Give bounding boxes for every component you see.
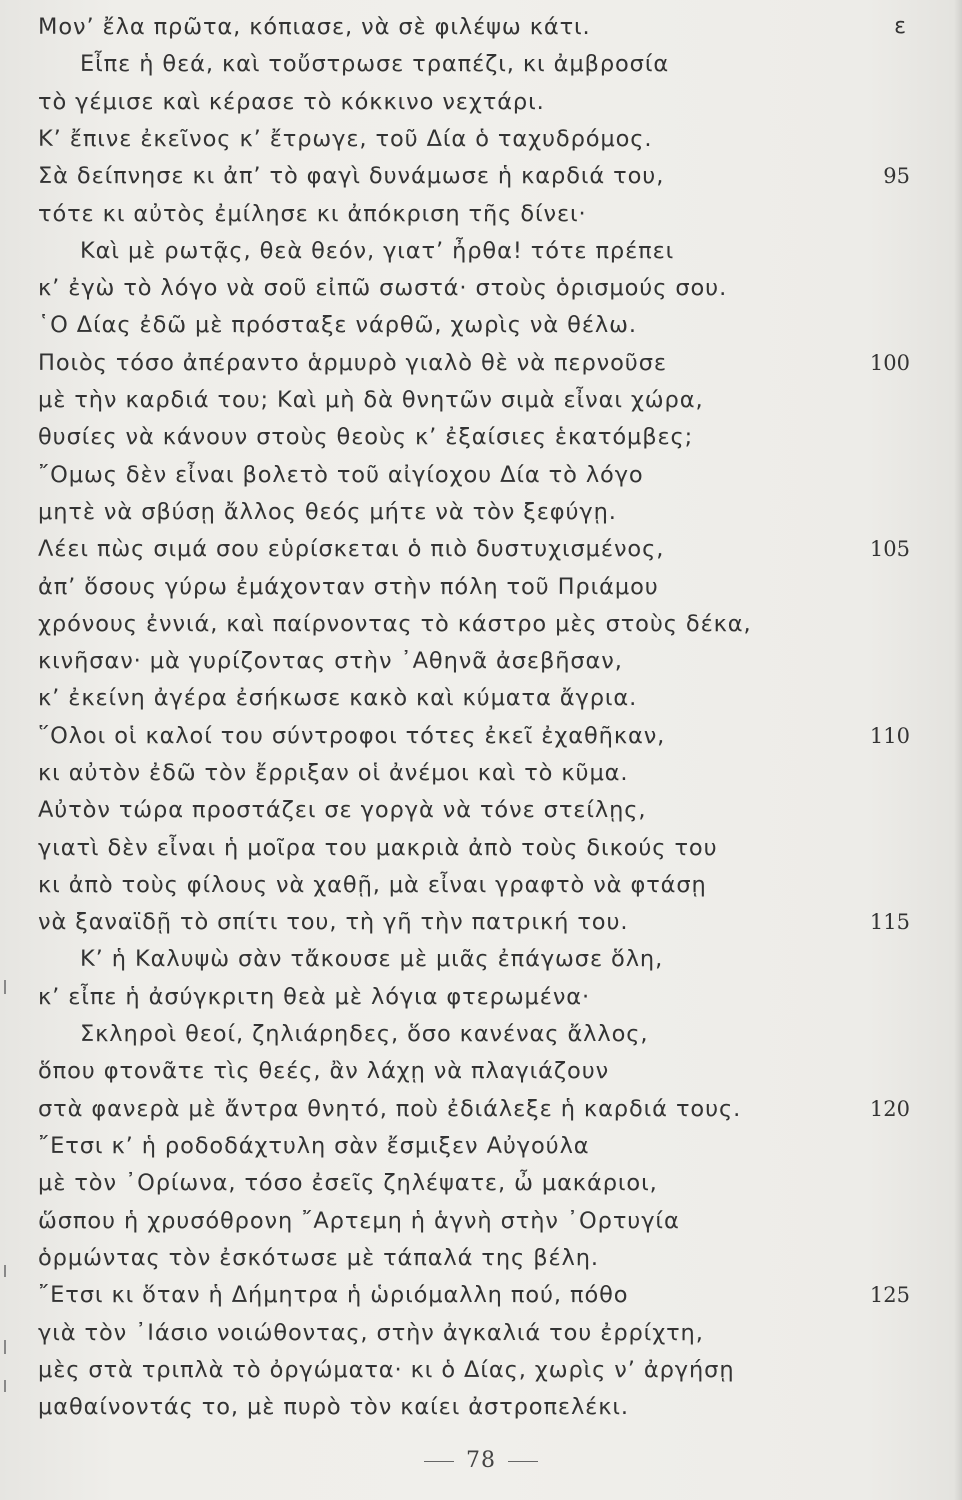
poem-line: μὲ τὸν ᾿Ορίωνα, τόσο ἐσεῖς ζηλέψατε, ὦ μακάριοι, [38, 1170, 658, 1196]
line-number: 115 [869, 910, 910, 934]
poem-line: χρόνους ἐννιά, καὶ παίρνοντας τὸ κάστρο μὲς στοὺς δέκα, [38, 611, 752, 637]
margin-mark [4, 1380, 6, 1392]
poem-line: Αὐτὸν τώρα προστάζει σε γοργὰ νὰ τόνε στείλῃς, [38, 797, 647, 823]
poem-line: κ’ εἶπε ἡ ἀσύγκριτη θεὰ μὲ λόγια φτερωμένα· [38, 984, 591, 1010]
poem-line: θυσίες νὰ κάνουν στοὺς θεοὺς κ’ ἐξαίσιες ἑκατόμβες; [38, 424, 694, 450]
poem-line: Εἶπε ἡ θεά, καὶ τοὔστρωσε τραπέζι, κι ἀμβροσία [80, 51, 670, 77]
line-number: 100 [869, 351, 910, 375]
poem-line: μητὲ νὰ σβύσῃ ἄλλος θεός μήτε νὰ τὸν ξεφύγῃ. [38, 499, 617, 525]
poem-line: ὥσπου ἡ χρυσόθρονη ῎Αρτεμη ἡ ἁγνὴ στὴν ᾿Ορτυγία [38, 1208, 680, 1234]
folio-number: 78 [466, 1448, 496, 1473]
poem-line: κι ἀπὸ τοὺς φίλους νὰ χαθῇ, μὰ εἶναι γραφτὸ νὰ φτάσῃ [38, 872, 707, 898]
folio-dash-right [508, 1461, 538, 1462]
line-number: 105 [869, 537, 910, 561]
poem-line: Μον’ ἔλα πρῶτα, κόπιασε, νὰ σὲ φιλέψω κάτι. [38, 14, 591, 40]
folio-dash-left [424, 1461, 454, 1462]
poem-line: ῞Ολοι οἱ καλοί του σύντροφοι τότες ἐκεῖ ἐχαθῆκαν, [38, 723, 666, 749]
poem-line: μὲ τὴν καρδιά του; Καὶ μὴ δὰ θνητῶν σιμὰ εἶναι χώρα, [38, 387, 704, 413]
poem-line: κι αὐτὸν ἐδῶ τὸν ἔρριξαν οἱ ἀνέμοι καὶ τὸ κῦμα. [38, 760, 629, 786]
poem-line: Κ’ ἡ Καλυψὼ σὰν τἄκουσε μὲ μιᾶς ἐπάγωσε ὅλη, [80, 946, 664, 972]
poem-line: στὰ φανερὰ μὲ ἄντρα θνητό, ποὺ ἐδιάλεξε ἡ καρδιά τους. [38, 1096, 742, 1122]
poem-line: ἀπ’ ὅσους γύρω ἐμάχονταν στὴν πόλη τοῦ Πριάμου [38, 574, 659, 600]
line-number: 125 [869, 1283, 910, 1307]
poem-line: μαθαίνοντάς το, μὲ πυρὸ τὸν καίει ἀστροπελέκι. [38, 1394, 629, 1420]
poem-line: Σὰ δείπνησε κι ἀπ’ τὸ φαγὶ δυνάμωσε ἡ καρδιά του, [38, 163, 665, 189]
poem-line: μὲς στὰ τριπλὰ τὸ ὀργώματα· κι ὁ Δίας, χωρὶς ν’ ἀργήσῃ [38, 1357, 735, 1383]
page-number [0, 1448, 962, 1473]
corner-mark: ε [894, 14, 906, 39]
poem-line: γιατὶ δὲν εἶναι ἡ μοῖρα του μακριὰ ἀπὸ τοὺς δικούς του [38, 835, 718, 861]
line-number: 120 [869, 1097, 910, 1121]
poem-line: ῎Ετσι κ’ ἡ ροδοδάχτυλη σὰν ἔσμιξεν Αὐγούλα [38, 1133, 590, 1159]
poem-line: ῾Ο Δίας ἐδῶ μὲ πρόσταξε νάρθῶ, χωρὶς νὰ θέλω. [38, 312, 637, 338]
poem-line: τότε κι αὐτὸς ἐμίλησε κι ἀπόκριση τῆς δίνει· [38, 201, 587, 227]
poem-line: Κ’ ἔπινε ἐκεῖνος κ’ ἔτρωγε, τοῦ Δία ὁ ταχυδρόμος. [38, 126, 653, 152]
poem-line: κινῆσαν· μὰ γυρίζοντας στὴν ᾿Αθηνᾶ ἀσεβῆσαν, [38, 648, 623, 674]
poem-line: ῎Ετσι κι ὅταν ἡ Δήμητρα ἡ ὡριόμαλλη πού, πόθο [38, 1282, 629, 1308]
margin-mark [4, 1265, 6, 1277]
line-number: 110 [869, 724, 910, 748]
line-number: 95 [883, 164, 910, 188]
poem-line: γιὰ τὸν ᾿Ιάσιο νοιώθοντας, στὴν ἀγκαλιά του ἐρρίχτη, [38, 1320, 704, 1346]
margin-mark [4, 980, 6, 994]
poem-line: Καὶ μὲ ρωτᾷς, θεὰ θεόν, γιατ’ ἦρθα! τότε πρέπει [80, 238, 675, 264]
margin-mark [4, 1340, 6, 1354]
poem-line: νὰ ξαναϊδῇ τὸ σπίτι του, τὴ γῆ τὴν πατρική του. [38, 909, 629, 935]
poem-line: κ’ ἐγὼ τὸ λόγο νὰ σοῦ εἰπῶ σωστά· στοὺς ὁρισμούς σου. [38, 275, 728, 301]
poem-line: τὸ γέμισε καὶ κέρασε τὸ κόκκινο νεχτάρι. [38, 89, 545, 115]
poem-line: ὅπου φτονᾶτε τὶς θεές, ἂν λάχῃ νὰ πλαγιάζουν [38, 1058, 610, 1084]
poem-line: Σκληροὶ θεοί, ζηλιάρηδες, ὅσο κανένας ἄλλος, [80, 1021, 649, 1047]
poem-line: Ποιὸς τόσο ἀπέραντο ἁρμυρὸ γιαλὸ θὲ νὰ περνοῦσε [38, 350, 667, 376]
poem-line: Λέει πὼς σιμά σου εὑρίσκεται ὁ πιὸ δυστυχισμένος, [38, 536, 665, 562]
poem-line: ὁρμώντας τὸν ἐσκότωσε μὲ τάπαλά της βέλη. [38, 1245, 599, 1271]
poem-line: ῎Ομως δὲν εἶναι βολετὸ τοῦ αἰγίοχου Δία τὸ λόγο [38, 462, 644, 488]
poem-line: κ’ ἐκείνη ἀγέρα ἐσήκωσε κακὸ καὶ κύματα ἄγρια. [38, 685, 638, 711]
